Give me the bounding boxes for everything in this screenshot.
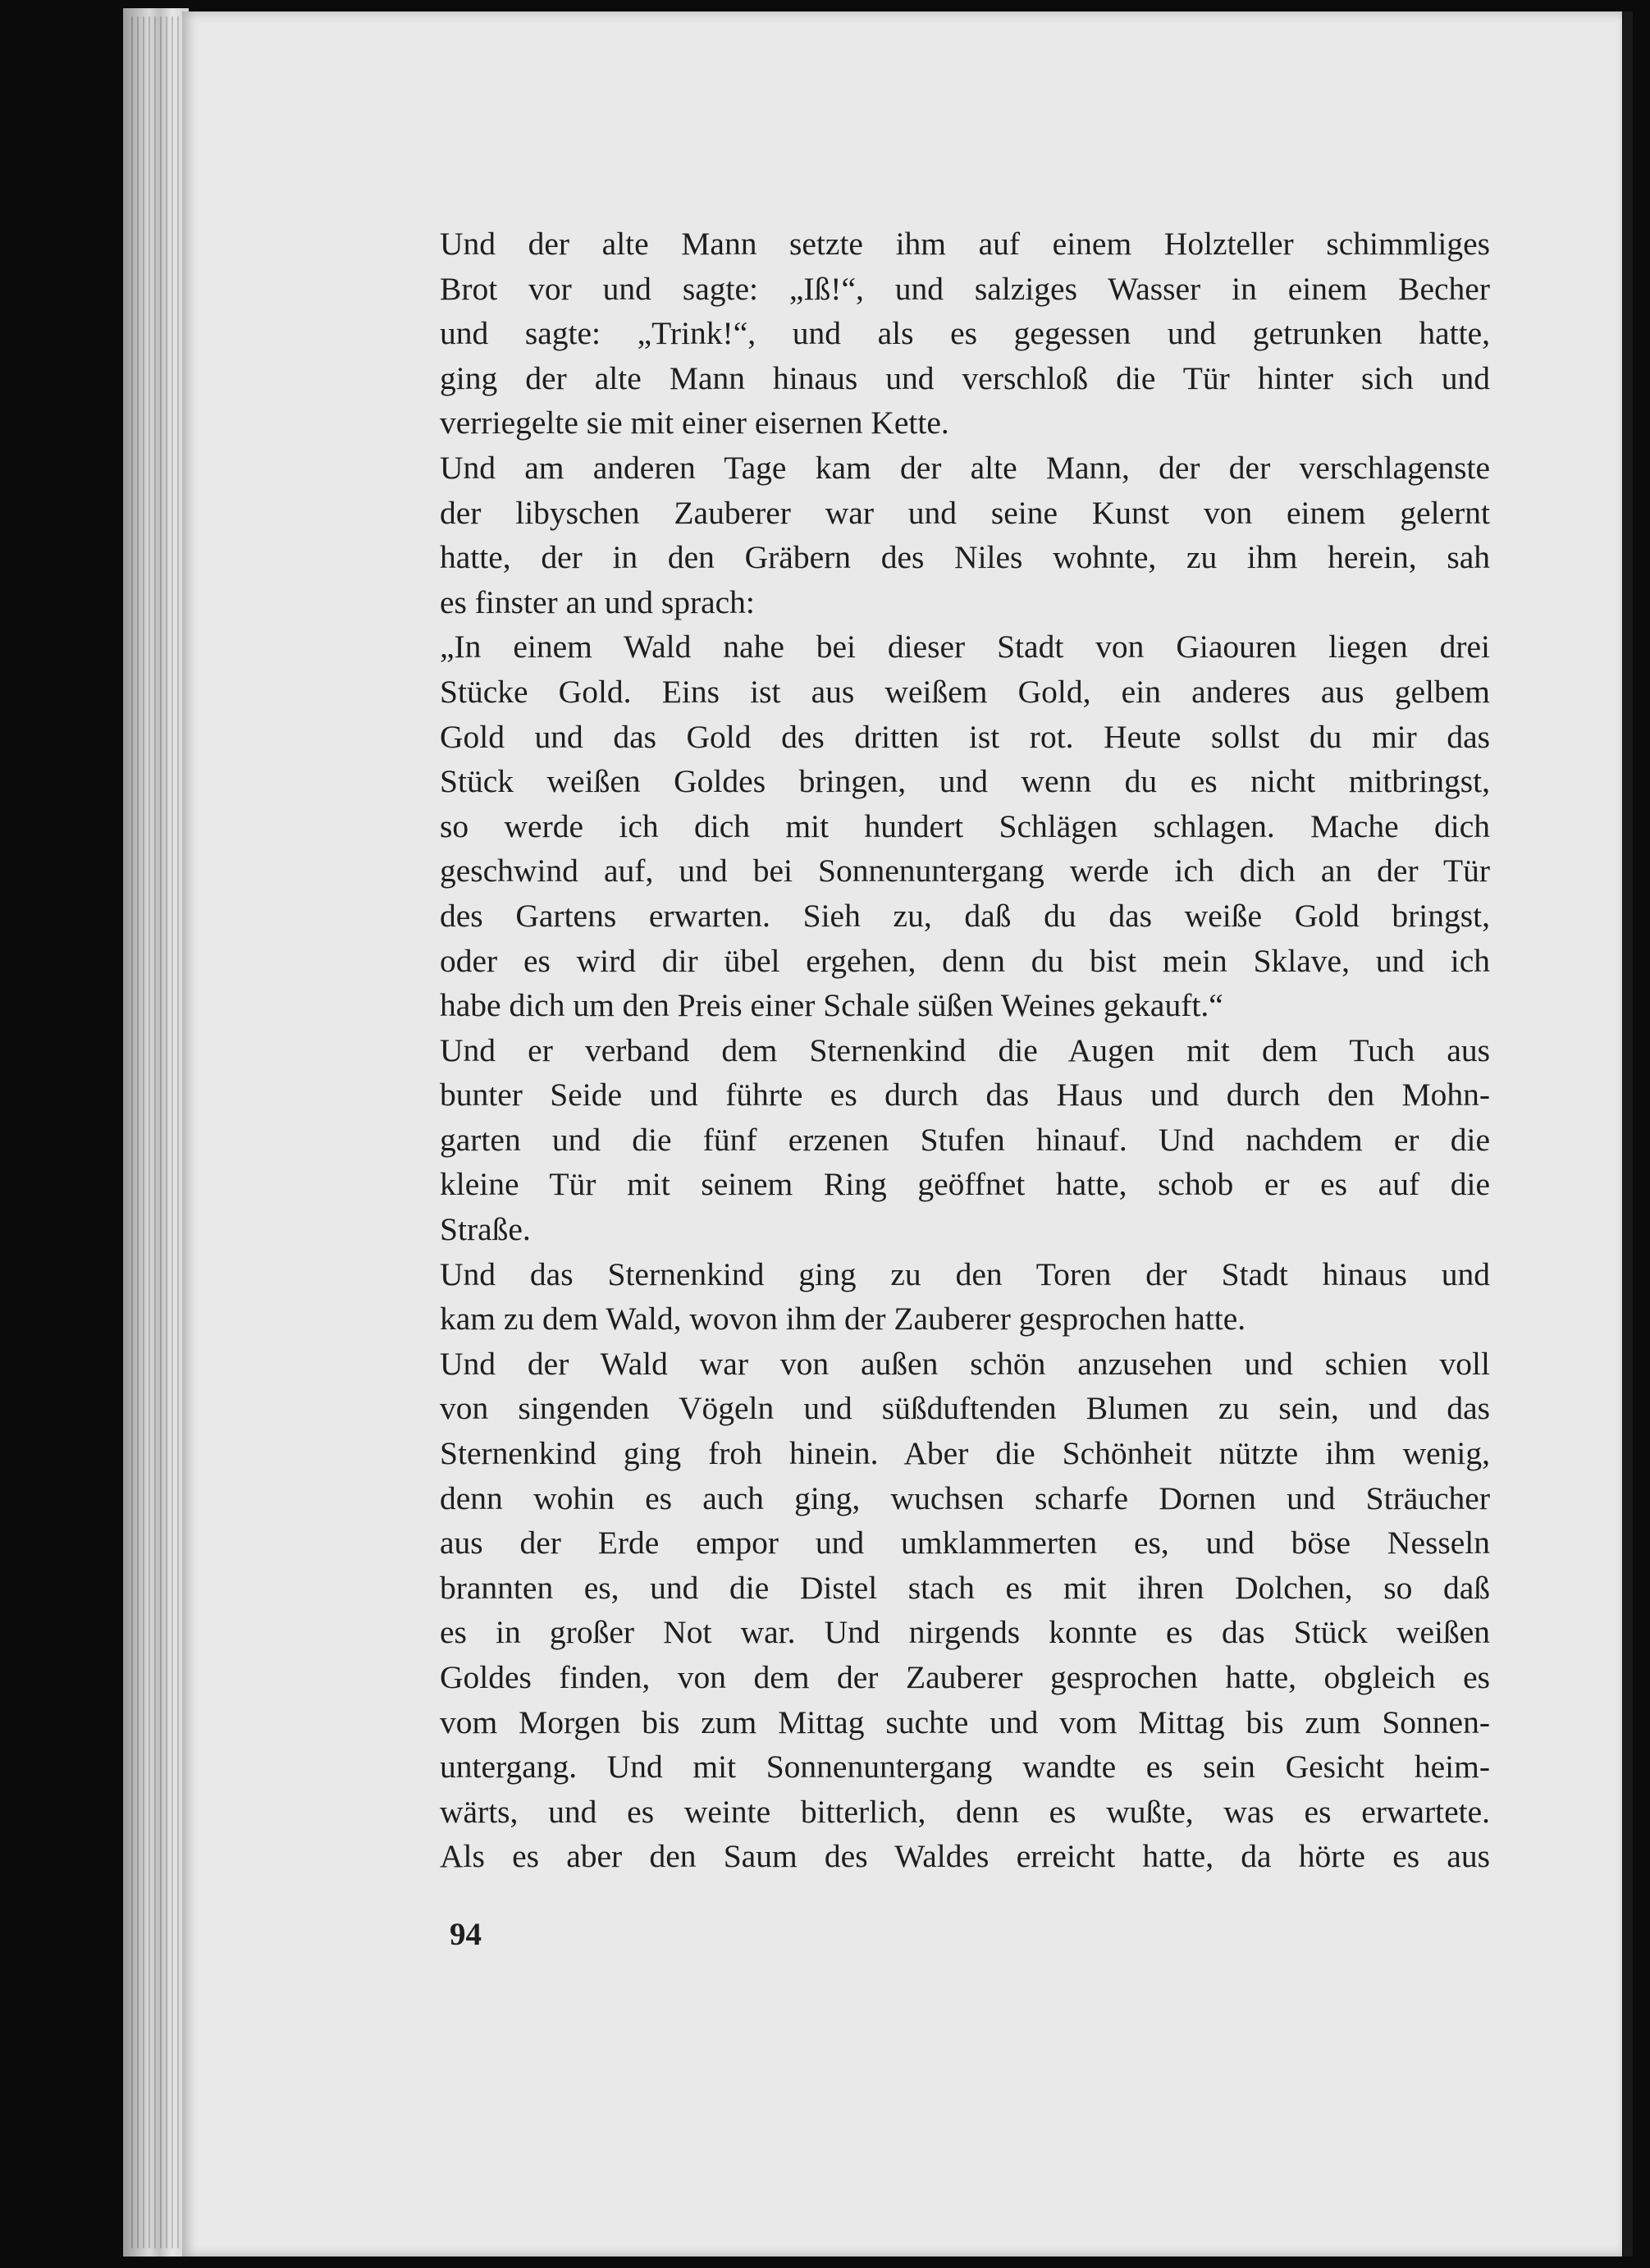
text-line: es in großer Not war. Und nirgends konnte es das Stück weißen <box>440 1614 1490 1651</box>
text-line: untergang. Und mit Sonnenuntergang wandte es sein Gesicht heim- <box>440 1749 1490 1786</box>
page-stack-lines <box>131 16 181 2248</box>
text-line: bunter Seide und führte es durch das Haus und durch den Mohn- <box>440 1077 1490 1113</box>
text-line: Straße. <box>440 1211 531 1248</box>
text-line: Stücke Gold. Eins ist aus weißem Gold, ein anderes aus gelbem <box>440 673 1490 710</box>
text-line: kleine Tür mit seinem Ring geöffnet hatte, schob er es auf die <box>440 1166 1490 1203</box>
text-line: Und er verband dem Sternenkind die Augen mit dem Tuch aus <box>440 1031 1490 1068</box>
text-line: Goldes finden, von dem der Zauberer gesprochen hatte, obgleich es <box>440 1659 1490 1695</box>
text-line: und sagte: „Trink!“, und als es gegessen und getrunken hatte, <box>440 315 1490 352</box>
text-line: kam zu dem Wald, wovon ihm der Zauberer gesprochen hatte. <box>440 1301 1246 1337</box>
text-line: Und der Wald war von außen schön anzusehen und schien voll <box>440 1345 1490 1382</box>
text-line: des Gartens erwarten. Sieh zu, daß du das weiße Gold bringst, <box>440 897 1490 934</box>
text-line: Sternenkind ging froh hinein. Aber die Schönheit nützte ihm wenig, <box>440 1435 1490 1472</box>
text-line: aus der Erde empor und umklammerten es, und böse Nesseln <box>440 1525 1490 1562</box>
text-line: es finster an und sprach: <box>440 583 755 620</box>
gutter-shadow <box>1623 11 1633 2257</box>
text-line: brannten es, und die Distel stach es mit ihren Dolchen, so daß <box>440 1569 1490 1606</box>
text-line: so werde ich dich mit hundert Schlägen schlagen. Mache dich <box>440 807 1490 844</box>
text-line: Und das Sternenkind ging zu den Toren der Stadt hinaus und <box>440 1255 1490 1292</box>
text-line: Und der alte Mann setzte ihm auf einem Holzteller schimmliges <box>440 226 1490 262</box>
text-line: Und am anderen Tage kam der alte Mann, der der verschlagenste <box>440 449 1490 486</box>
text-line: geschwind auf, und bei Sonnenuntergang werde ich dich an der Tür <box>440 853 1490 889</box>
text-line: verriegelte sie mit einer eisernen Kette. <box>440 405 949 441</box>
text-line: oder es wird dir übel ergehen, denn du bist mein Sklave, und ich <box>440 942 1490 979</box>
text-line: garten und die fünf erzenen Stufen hinauf. Und nachdem er die <box>440 1121 1490 1158</box>
text-line: der libyschen Zauberer war und seine Kunst von einem gelernt <box>440 494 1490 531</box>
text-line: hatte, der in den Gräbern des Niles wohnte, zu ihm herein, sah <box>440 539 1490 576</box>
text-line: von singenden Vögeln und süßduftenden Blumen zu sein, und das <box>440 1390 1490 1427</box>
text-line: Stück weißen Goldes bringen, und wenn du es nicht mitbringst, <box>440 763 1490 800</box>
text-line: ging der alte Mann hinaus und verschloß die Tür hinter sich und <box>440 359 1490 396</box>
body-text <box>440 222 1490 1879</box>
text-line: denn wohin es auch ging, wuchsen scharfe Dornen und Sträucher <box>440 1479 1490 1516</box>
text-line: wärts, und es weinte bitterlich, denn es wußte, was es erwartete. <box>440 1793 1490 1830</box>
text-line: „In einem Wald nahe bei dieser Stadt von Giaouren liegen drei <box>440 629 1490 665</box>
text-line: Brot vor und sagte: „Iß!“, und salziges Wasser in einem Becher <box>440 270 1490 307</box>
text-line: Als es aber den Saum des Waldes erreicht hatte, da hörte es aus <box>440 1838 1490 1875</box>
page-number: 94 <box>450 1917 482 1952</box>
text-line: Gold und das Gold des dritten ist rot. Heute sollst du mir das <box>440 718 1490 755</box>
text-line: habe dich um den Preis einer Schale süßen Weines gekauft.“ <box>440 987 1223 1024</box>
text-line: vom Morgen bis zum Mittag suchte und vom Mittag bis zum Sonnen- <box>440 1703 1490 1740</box>
